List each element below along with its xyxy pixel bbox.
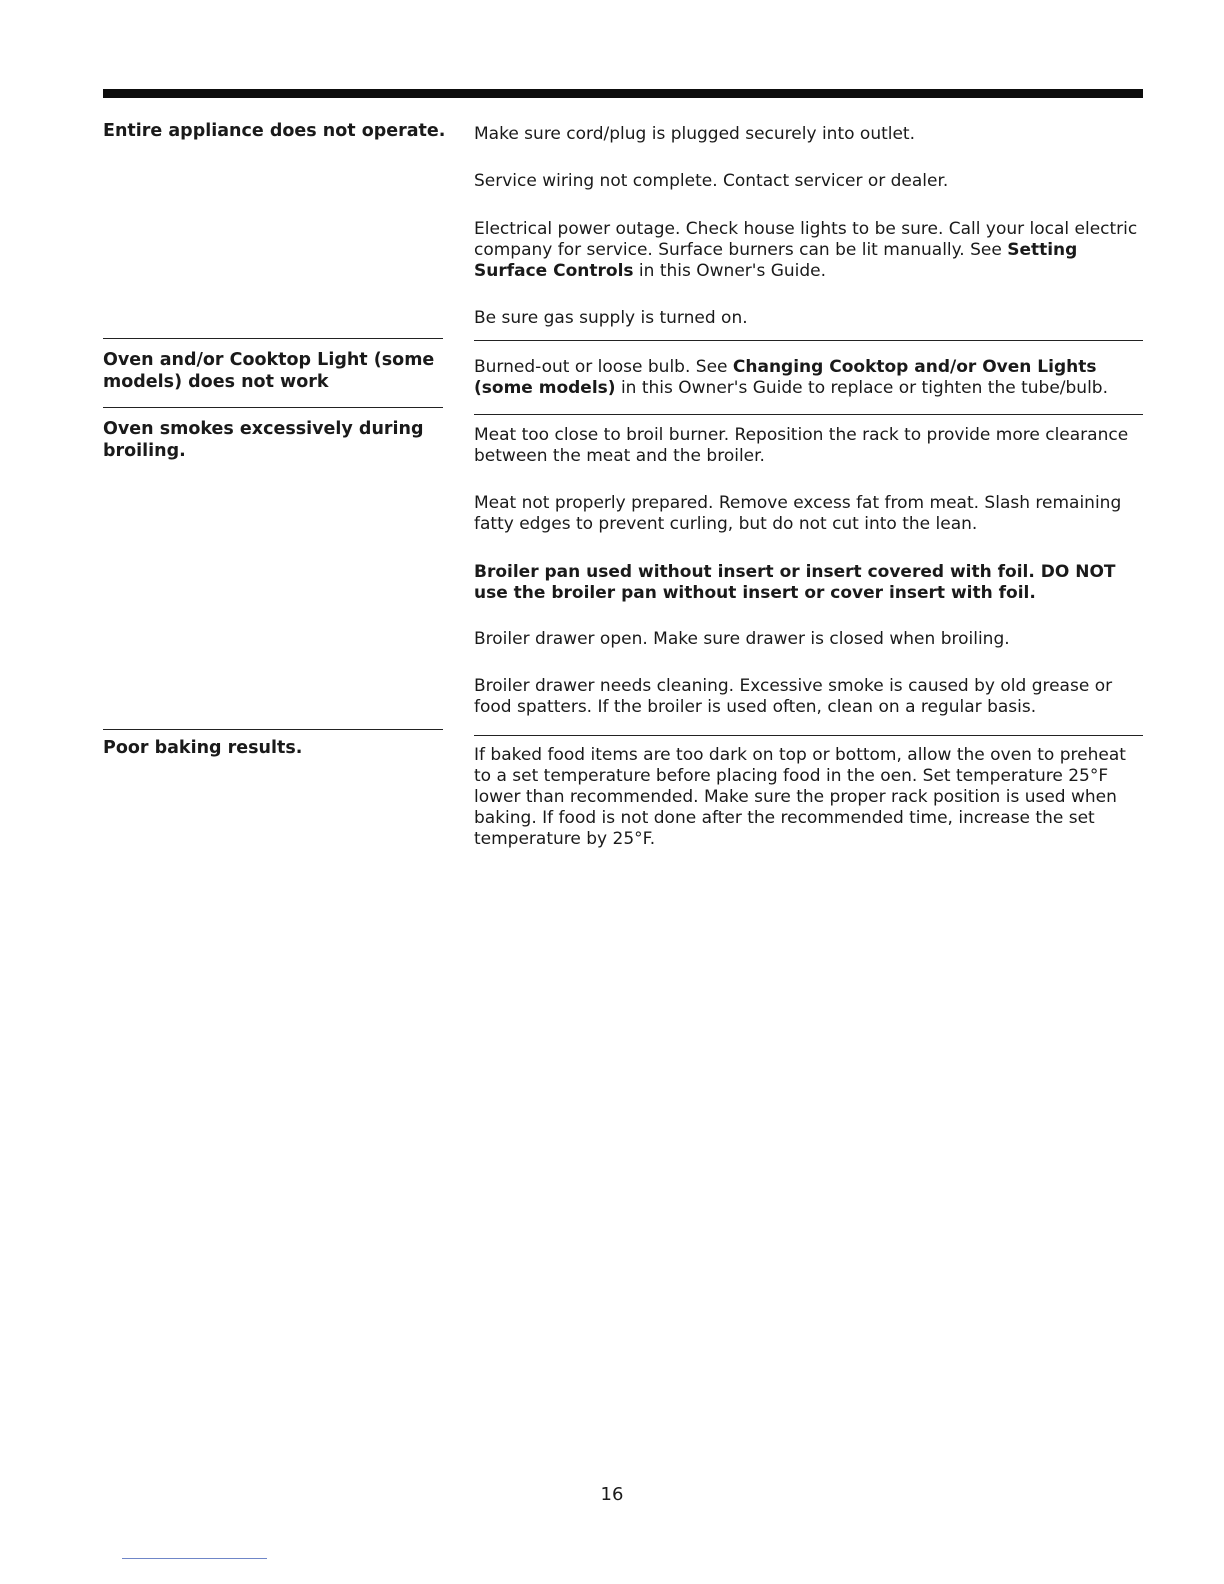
divider [474, 340, 1143, 341]
solution-service-wiring: Service wiring not complete. Contact servicer or dealer. [474, 171, 949, 191]
divider [103, 338, 443, 339]
solution-broiler-drawer-open: Broiler drawer open. Make sure drawer is closed when broiling. [474, 629, 1010, 649]
header-rule [103, 89, 1143, 98]
solution-baking-temperature: If baked food items are too dark on top or bottom, allow the oven to preheat to a set temperature before placing food in the oen. Set temperature 25°F lower than recommended. Make sure the proper rack position is used when baking. If food is not done after the recommended time, increase the set temperature by 25°F. [474, 745, 1126, 849]
ref-setting-surface-controls: Setting Surface Controls [474, 240, 1078, 281]
problem-oven-light: Oven and/or Cooktop Light (some models) does not work [103, 350, 435, 392]
divider [474, 414, 1143, 415]
solution-broiler-pan-insert: Broiler pan used without insert or insert covered with foil. DO NOT use the broiler pan without insert or cover insert with foil. [474, 562, 1116, 603]
ref-changing-lights: Changing Cooktop and/or Oven Lights (some models) [474, 357, 1097, 398]
problem-entire-appliance: Entire appliance does not operate. [103, 121, 446, 141]
page-number: 16 [600, 1484, 624, 1505]
divider [103, 729, 443, 730]
solution-gas-supply: Be sure gas supply is turned on. [474, 308, 748, 328]
solution-broiler-drawer-cleaning: Broiler drawer needs cleaning. Excessive smoke is caused by old grease or food spatters. If the broiler is used often, clean on a regular basis. [474, 676, 1113, 717]
solution-cord-plug: Make sure cord/plug is plugged securely into outlet. [474, 124, 916, 144]
solution-meat-too-close: Meat too close to broil burner. Reposition the rack to provide more clearance between the meat and the broiler. [474, 425, 1129, 466]
solution-meat-not-prepared: Meat not properly prepared. Remove excess fat from meat. Slash remaining fatty edges to prevent curling, but do not cut into the lean. [474, 493, 1122, 534]
problem-poor-baking: Poor baking results. [103, 738, 303, 758]
problem-oven-smokes: Oven smokes excessively during broiling. [103, 419, 424, 461]
divider [103, 407, 443, 408]
solution-burned-out-bulb: Burned-out or loose bulb. See Changing Cooktop and/or Oven Lights (some models) in this Owner's Guide to replace or tighten the tube/bulb. [474, 357, 1108, 398]
divider [474, 735, 1143, 736]
footer-rule [122, 1558, 267, 1559]
solution-power-outage: Electrical power outage. Check house lights to be sure. Call your local electric company for service. Surface burners can be lit manually. See Setting Surface Controls in this Owner's Guide. [474, 219, 1138, 281]
